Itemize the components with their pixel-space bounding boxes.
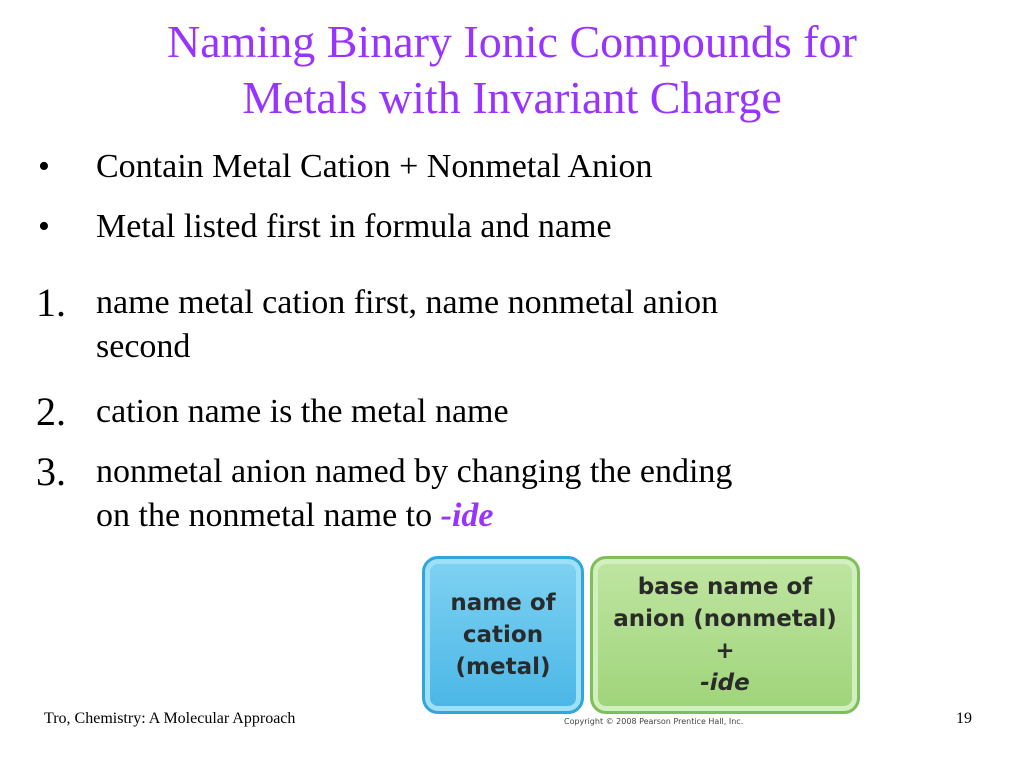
step-text — [96, 450, 976, 538]
anion-box-line — [613, 635, 837, 699]
step-text-line-1: nonmetal anion named by changing the ending — [96, 453, 733, 490]
step-text-line-2-main: on the nonmetal name to — [96, 497, 441, 534]
cation-box-line: (metal) — [455, 654, 551, 680]
footer-source: Tro, Chemistry: A Molecular Approach — [44, 710, 296, 727]
cation-name-box — [422, 556, 584, 714]
cation-box-line: name of — [450, 590, 556, 616]
page-number: 19 — [956, 710, 972, 727]
step-text: cation name is the metal name — [96, 393, 509, 430]
bullet-text: Metal listed first in formula and name — [96, 208, 612, 245]
anion-name-box — [590, 556, 860, 714]
bullet-marker: • — [38, 148, 50, 185]
slide-title — [20, 14, 1004, 126]
bullet-marker: • — [38, 208, 50, 245]
anion-box-plus: + — [715, 638, 735, 664]
step-text-line-2 — [96, 494, 976, 538]
step-number: 2. — [36, 389, 66, 434]
step-text — [96, 281, 976, 369]
anion-box-line: base name of — [637, 574, 813, 600]
cation-box-line: cation — [462, 622, 544, 648]
step-number: 3. — [36, 449, 66, 494]
naming-diagram — [422, 556, 860, 716]
anion-box-ide-suffix: -ide — [700, 670, 750, 696]
step-text-line-2: second — [96, 328, 191, 365]
copyright-notice: Copyright © 2008 Pearson Prentice Hall, Inc. — [564, 717, 744, 726]
step-number: 1. — [36, 280, 66, 325]
slide-title-line-2: Metals with Invariant Charge — [242, 72, 782, 123]
bullet-text: Contain Metal Cation + Nonmetal Anion — [96, 148, 653, 185]
ide-suffix: -ide — [440, 497, 494, 534]
step-text-line-1: name metal cation first, name nonmetal anion — [96, 284, 719, 321]
anion-box-line: anion (nonmetal) — [613, 606, 837, 632]
slide-title-line-1: Naming Binary Ionic Compounds for — [167, 16, 857, 67]
